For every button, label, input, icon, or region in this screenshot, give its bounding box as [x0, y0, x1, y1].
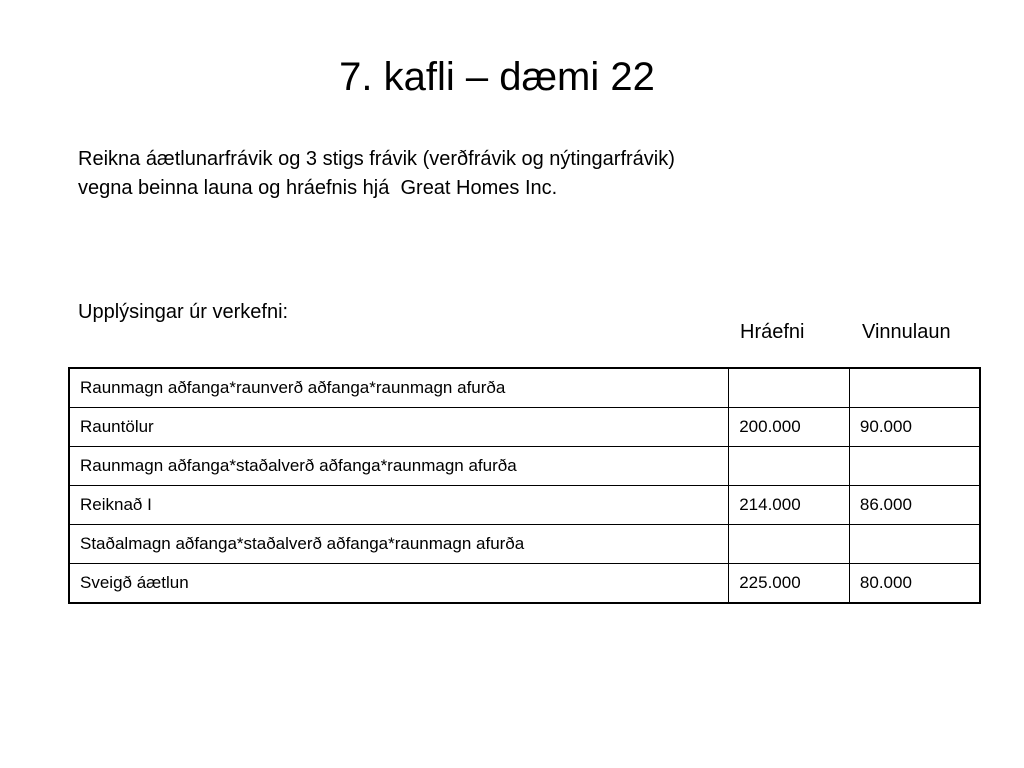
table-row: [69, 368, 980, 408]
intro-line-2: vegna beinna launa og hráefnis hjá Great Homes Inc.: [78, 177, 558, 199]
table-row: [69, 564, 980, 604]
labor-cell: [849, 447, 980, 486]
row-label: Sveigð áætlun: [69, 564, 729, 604]
intro-line-1: Reikna áætlunarfrávik og 3 stigs frávik (verðfrávik og nýtingarfrávik): [78, 148, 675, 170]
labor-cell: 80.000: [849, 564, 980, 604]
materials-cell: [729, 368, 850, 408]
row-label: Raunmagn aðfanga*raunverð aðfanga*raunmagn afurða: [69, 368, 729, 408]
row-label: Staðalmagn aðfanga*staðalverð aðfanga*raunmagn afurða: [69, 525, 729, 564]
row-label: Reiknað I: [69, 486, 729, 525]
labor-cell: 90.000: [849, 408, 980, 447]
column-header-materials: Hráefni: [740, 321, 805, 343]
table-row: [69, 486, 980, 525]
labor-cell: [849, 368, 980, 408]
materials-cell: 214.000: [729, 486, 850, 525]
materials-cell: [729, 447, 850, 486]
materials-cell: 200.000: [729, 408, 850, 447]
labor-cell: 86.000: [849, 486, 980, 525]
table-row: [69, 408, 980, 447]
page-title: 7. kafli – dæmi 22: [339, 55, 655, 99]
materials-cell: [729, 525, 850, 564]
data-table: [68, 367, 981, 604]
row-label: Raunmagn aðfanga*staðalverð aðfanga*raunmagn afurða: [69, 447, 729, 486]
row-label: Rauntölur: [69, 408, 729, 447]
labor-cell: [849, 525, 980, 564]
intro-text: [78, 145, 958, 203]
materials-cell: 225.000: [729, 564, 850, 604]
info-label: Upplýsingar úr verkefni:: [78, 301, 289, 323]
table-row: [69, 447, 980, 486]
column-header-labor: Vinnulaun: [862, 321, 951, 343]
table-row: [69, 525, 980, 564]
